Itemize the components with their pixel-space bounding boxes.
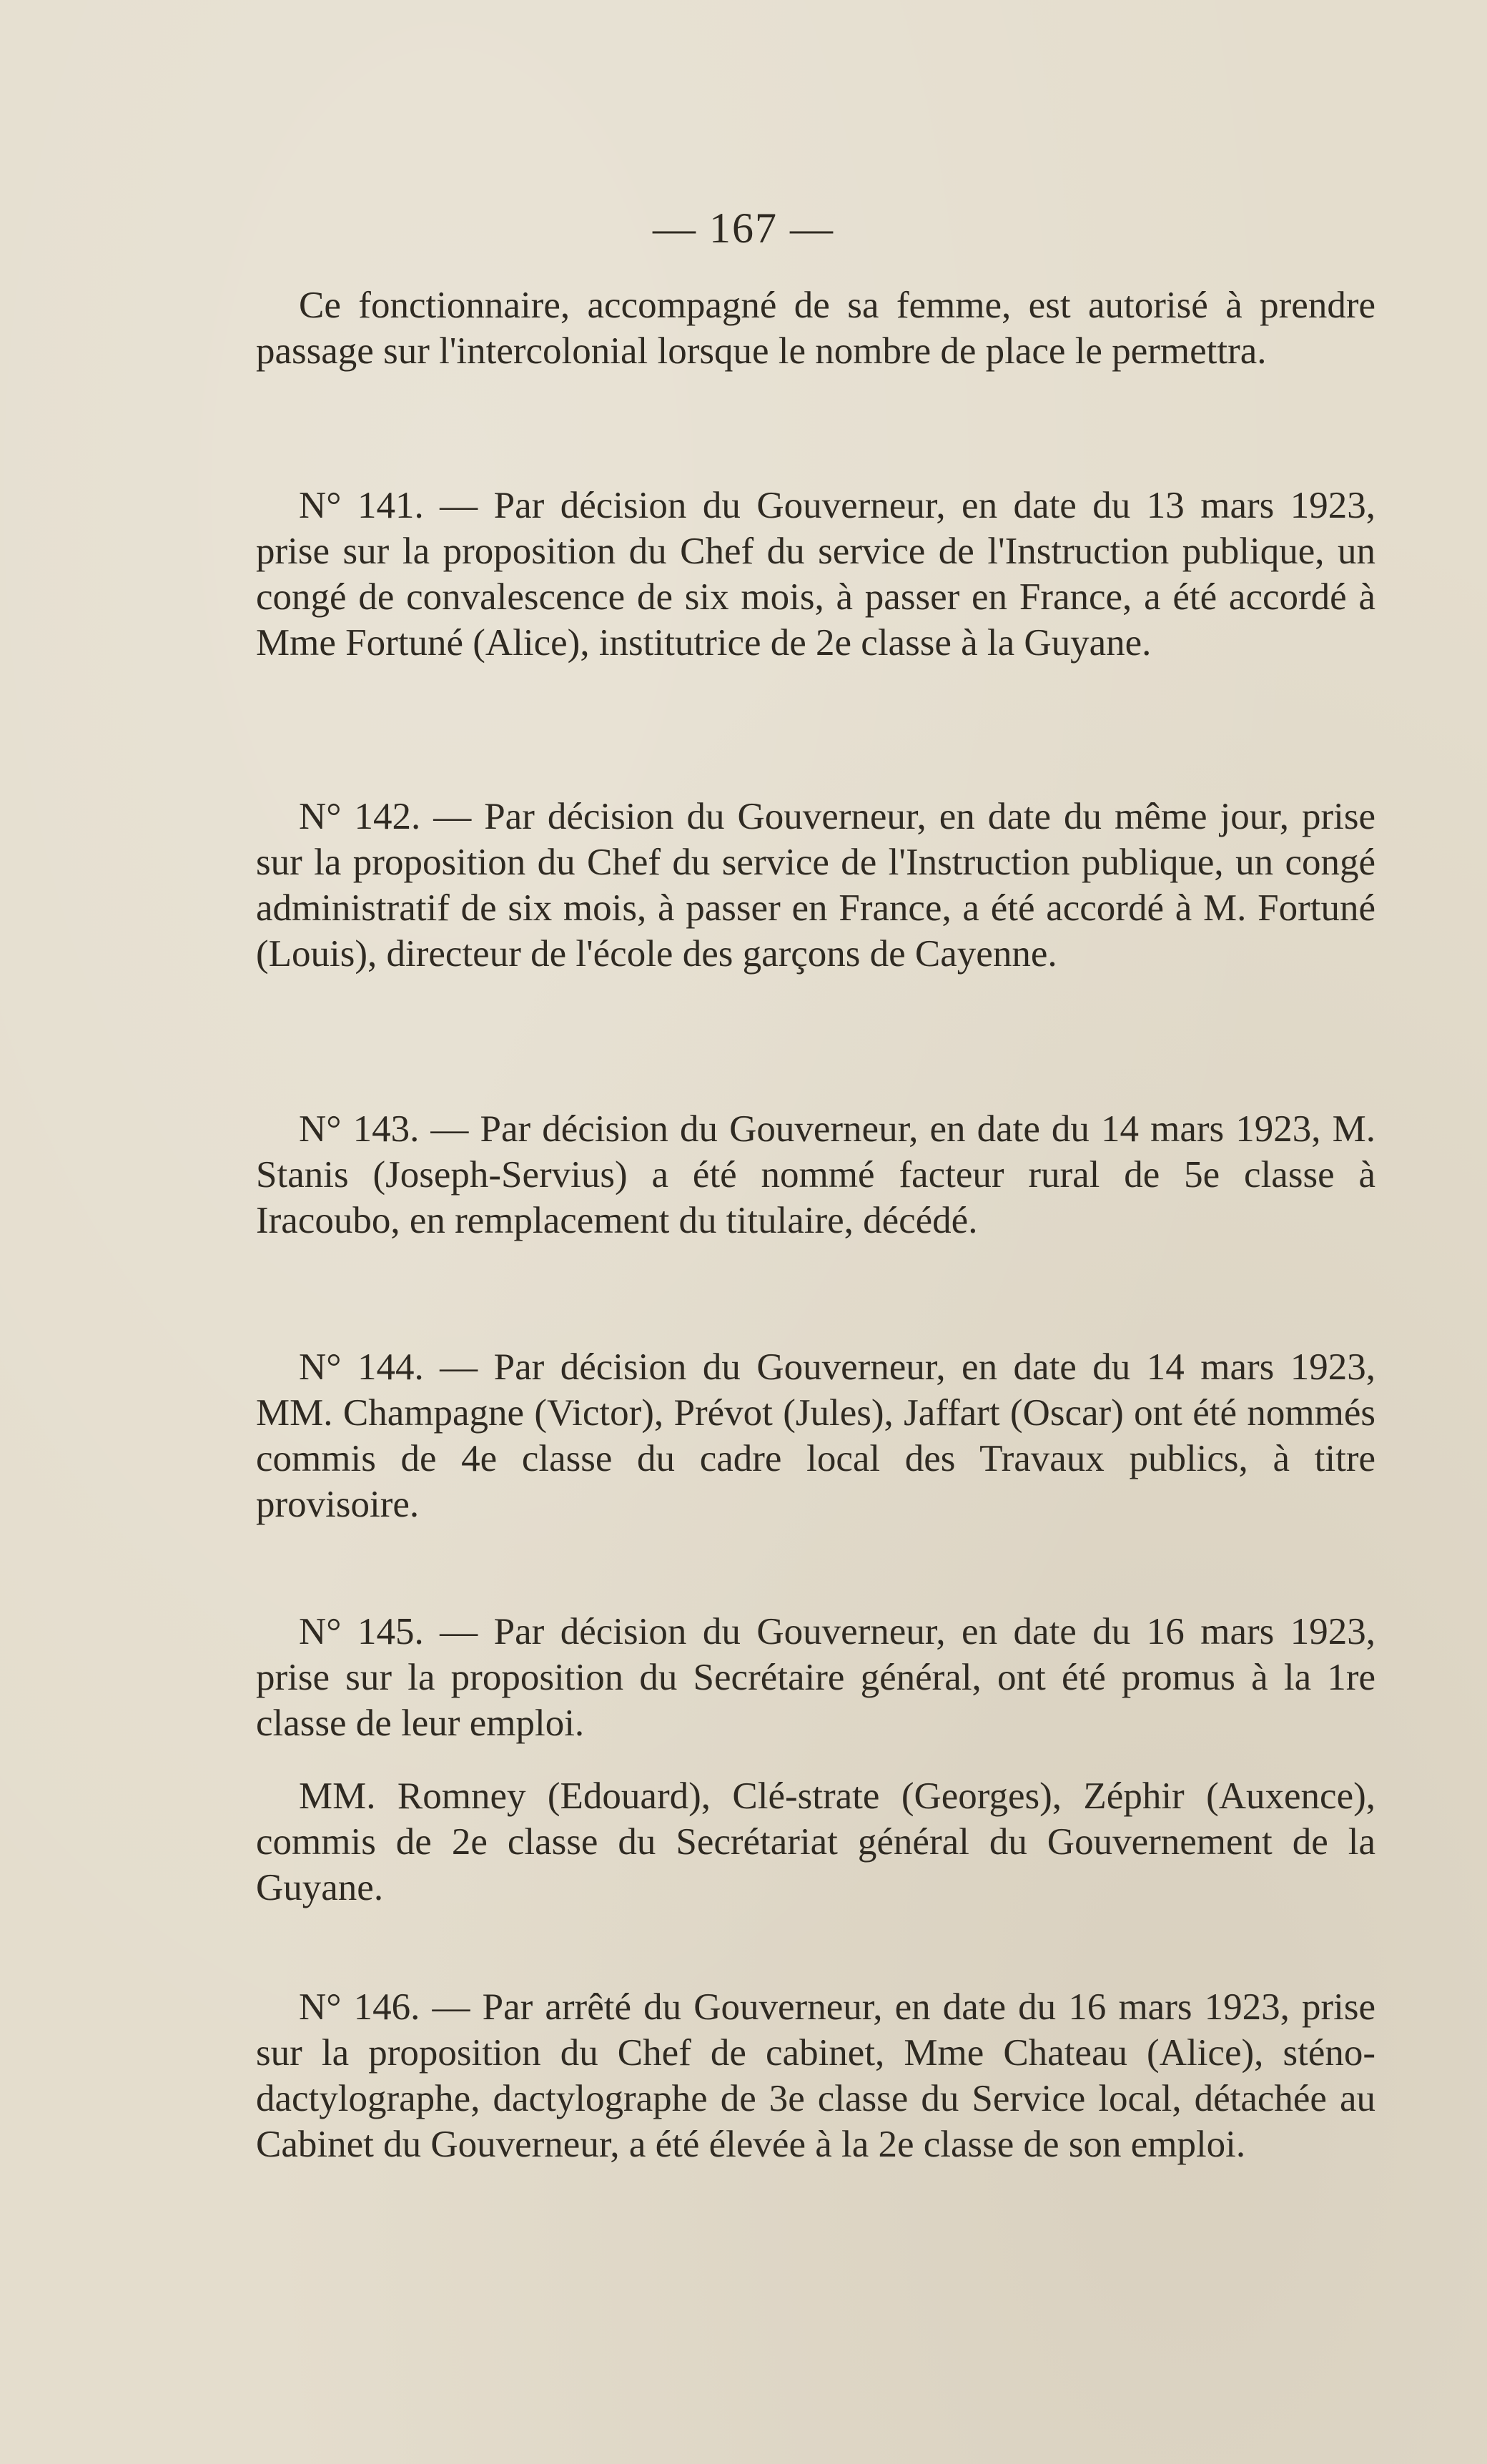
decision-145-names bbox=[256, 1773, 1375, 1911]
decision-141 bbox=[256, 483, 1375, 666]
paragraph-continuation bbox=[256, 282, 1375, 374]
decision-145 bbox=[256, 1609, 1375, 1746]
decision-144 bbox=[256, 1344, 1375, 1527]
paragraph-text: Ce fonctionnaire, accompagné de sa femme, est autorisé à prendre passage sur l'intercolonial lorsque le nombre de place le permettra. bbox=[256, 285, 1375, 372]
paragraph-text: N° 144. — Par décision du Gouverneur, en date du 14 mars 1923, MM. Champagne (Victor), Prévot (Jules), Jaffart (Oscar) ont été nommés commis de 4e classe du cadre local des Travaux publics, à titre provisoire. bbox=[256, 1346, 1375, 1525]
paragraph-text: N° 143. — Par décision du Gouverneur, en date du 14 mars 1923, M. Stanis (Joseph-Servius) a été nommé facteur rural de 5e classe à Iracoubo, en remplacement du titulaire, décédé. bbox=[256, 1108, 1375, 1241]
decision-142 bbox=[256, 794, 1375, 977]
page-number: — 167 — bbox=[653, 204, 834, 252]
paragraph-text: N° 145. — Par décision du Gouverneur, en date du 16 mars 1923, prise sur la proposition du Secrétaire général, ont été promus à la 1re classe de leur emploi. bbox=[256, 1611, 1375, 1744]
paragraph-text: N° 146. — Par arrêté du Gouverneur, en date du 16 mars 1923, prise sur la proposition du Chef de cabinet, Mme Chateau (Alice), sténo-dactylographe, dactylographe de 3e classe du Service local, détachée au Cabinet du Gouverneur, a été élevée à la 2e classe de son emploi. bbox=[256, 1986, 1375, 2165]
decision-143 bbox=[256, 1106, 1375, 1243]
paragraph-text: N° 141. — Par décision du Gouverneur, en date du 13 mars 1923, prise sur la proposition du Chef du service de l'Instruction publique, un congé de convalescence de six mois, à passer en France, a été accordé à Mme Fortuné (Alice), institutrice de 2e classe à la Guyane. bbox=[256, 485, 1375, 664]
paragraph-text: MM. Romney (Edouard), Clé-strate (Georges), Zéphir (Auxence), commis de 2e classe du Secrétariat général du Gouvernement de la Guyane. bbox=[256, 1775, 1375, 1908]
paragraph-text: N° 142. — Par décision du Gouverneur, en date du même jour, prise sur la proposition du Chef du service de l'Instruction publique, un congé administratif de six mois, à passer en France, a été accordé à M. Fortuné (Louis), directeur de l'école des garçons de Cayenne. bbox=[256, 796, 1375, 975]
decision-146 bbox=[256, 1984, 1375, 2167]
